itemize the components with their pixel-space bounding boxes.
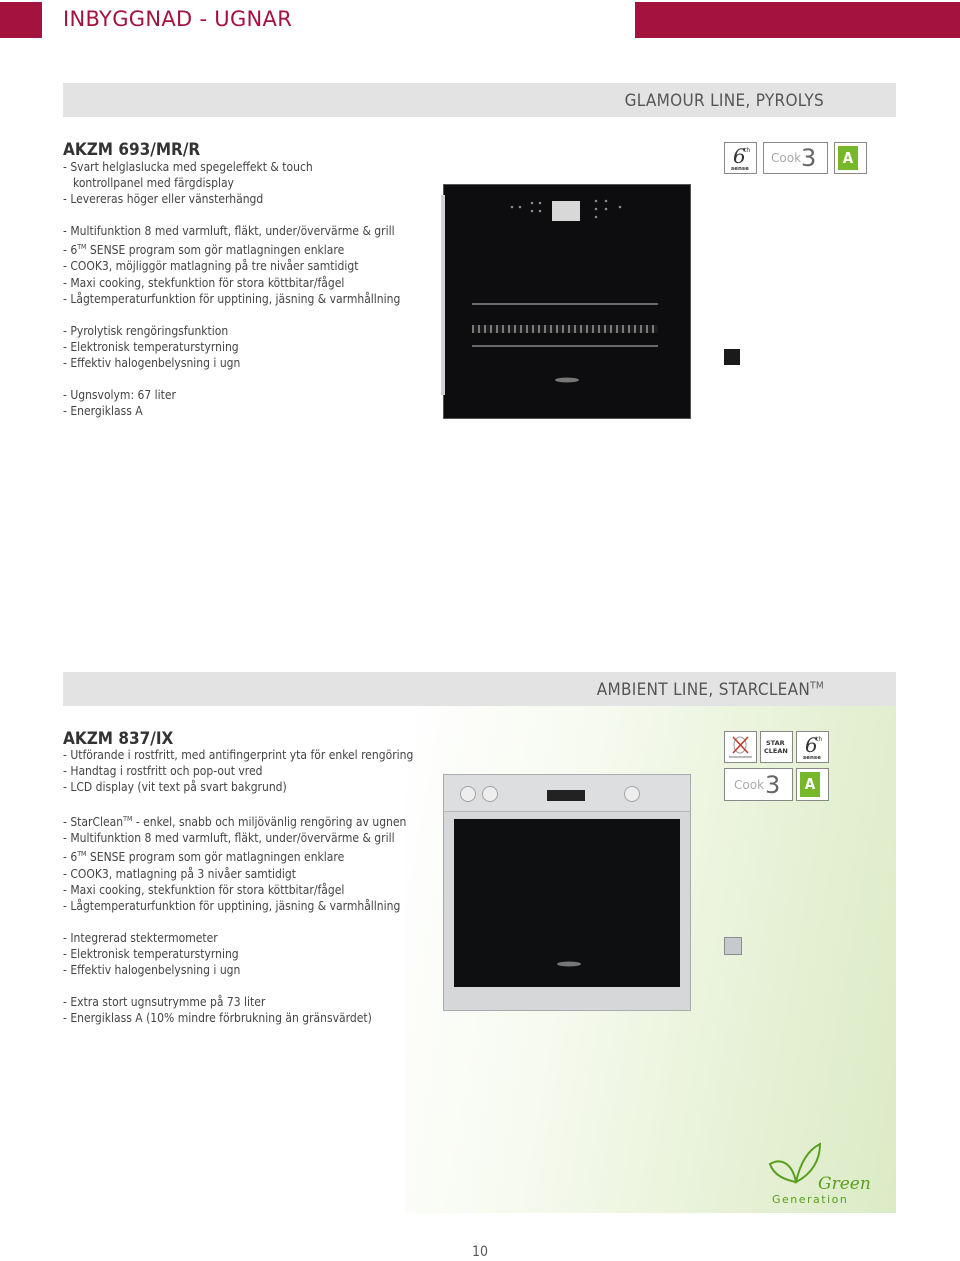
- page-title: INBYGGNAD - UGNAR: [63, 7, 293, 31]
- antifingerprint-badge: [724, 731, 757, 763]
- header-accent-right: [635, 2, 960, 38]
- cook3-badge: Cook 3: [763, 142, 828, 174]
- svg-text:6: 6: [733, 144, 746, 168]
- section-title-ambient: AMBIENT LINE, STARCLEAN™: [596, 680, 824, 700]
- starclean-badge: [760, 731, 793, 763]
- feature-item: - Effektiv halogenbelysning i ugn: [63, 963, 241, 978]
- section-title-glamour: GLAMOUR LINE, PYROLYS: [624, 91, 824, 111]
- feature-item: - Lågtemperaturfunktion för upptining, jäsning & varmhållning: [63, 291, 401, 306]
- feature-item: - Lågtemperaturfunktion för upptining, jäsning & varmhållning: [63, 898, 401, 913]
- feature-list-akzm837: [63, 747, 443, 1026]
- oven-image-akzm693: [443, 184, 691, 419]
- sixth-sense-badge: [724, 142, 757, 174]
- feature-item: - Energiklass A: [63, 404, 143, 419]
- feature-item: - 6™ SENSE program som gör matlagningen enklare: [63, 243, 345, 258]
- feature-item: - LCD display (vit text på svart bakgrund): [63, 780, 287, 795]
- header-accent-left: [0, 2, 42, 38]
- svg-text:6: 6: [805, 733, 818, 757]
- energy-class-badge: A: [834, 142, 867, 174]
- svg-text:CLEAN: CLEAN: [764, 747, 788, 755]
- feature-item: - 6™ SENSE program som gör matlagningen enklare: [63, 850, 345, 865]
- feature-item: - StarClean™ - enkel, snabb och miljövänlig rengöring av ugnen: [63, 815, 407, 830]
- feature-item: kontrollpanel med färgdisplay: [73, 176, 234, 191]
- svg-text:th: th: [816, 736, 823, 743]
- sixth-sense-icon: [797, 732, 828, 762]
- section-band-glamour: [63, 83, 896, 117]
- oven-image-akzm837: [443, 774, 691, 1011]
- color-display: [552, 201, 580, 221]
- antifingerprint-icon: [725, 732, 756, 762]
- leaf-icon: [766, 1142, 826, 1188]
- feature-item: - Multifunktion 8 med varmluft, fläkt, under/övervärme & grill: [63, 224, 395, 239]
- svg-text:th: th: [744, 147, 751, 154]
- green-generation-logo: Green Generation: [766, 1142, 881, 1208]
- feature-item: - Elektronisk temperaturstyrning: [63, 946, 239, 961]
- sixth-sense-badge-2: [796, 731, 829, 763]
- energy-class-badge-2: A: [796, 768, 829, 801]
- page-number: 10: [471, 1244, 489, 1260]
- feature-item: - Effektiv halogenbelysning i ugn: [63, 355, 241, 370]
- feature-item: - Elektronisk temperaturstyrning: [63, 339, 239, 354]
- feature-item: - Svart helglaslucka med spegeleffekt & touch: [63, 160, 313, 174]
- feature-item: - Pyrolytisk rengöringsfunktion: [63, 323, 229, 338]
- feature-item: - Maxi cooking, stekfunktion för stora köttbitar/fågel: [63, 275, 345, 290]
- feature-item: - COOK3, matlagning på 3 nivåer samtidigt: [63, 866, 296, 881]
- brand-logo-icon: [554, 959, 584, 969]
- cook3-badge-2: Cook 3: [724, 768, 793, 801]
- svg-text:STAR: STAR: [766, 739, 785, 747]
- section-band-ambient: [63, 672, 896, 706]
- feature-item: - Ugnsvolym: 67 liter: [63, 388, 176, 403]
- starclean-icon: [761, 732, 792, 762]
- feature-item: - Levereras höger eller vänsterhängd: [63, 192, 264, 207]
- feature-item: - Maxi cooking, stekfunktion för stora köttbitar/fågel: [63, 882, 345, 897]
- feature-list-akzm693: [63, 159, 443, 419]
- feature-item: - Integrerad stektermometer: [63, 930, 218, 945]
- lcd-display: [547, 790, 585, 801]
- feature-item: - Handtag i rostfritt och pop-out vred: [63, 764, 263, 779]
- color-swatch-black: [724, 349, 740, 365]
- model-name-akzm693: AKZM 693/MR/R: [63, 140, 201, 160]
- feature-item: - COOK3, möjliggör matlagning på tre nivåer samtidigt: [63, 259, 359, 274]
- brand-logo-icon: [552, 375, 582, 385]
- svg-text:sense: sense: [803, 755, 821, 761]
- feature-item: - Utförande i rostfritt, med antifingerprint yta för enkel rengöring: [63, 748, 414, 762]
- svg-text:sense: sense: [731, 166, 749, 172]
- feature-item: - Multifunktion 8 med varmluft, fläkt, under/övervärme & grill: [63, 831, 395, 846]
- feature-item: - Energiklass A (10% mindre förbrukning än gränsvärdet): [63, 1011, 372, 1026]
- model-name-akzm837: AKZM 837/IX: [63, 729, 174, 749]
- color-swatch-steel: [724, 937, 742, 955]
- feature-item: - Extra stort ugnsutrymme på 73 liter: [63, 995, 266, 1010]
- sixth-sense-icon: [725, 143, 756, 173]
